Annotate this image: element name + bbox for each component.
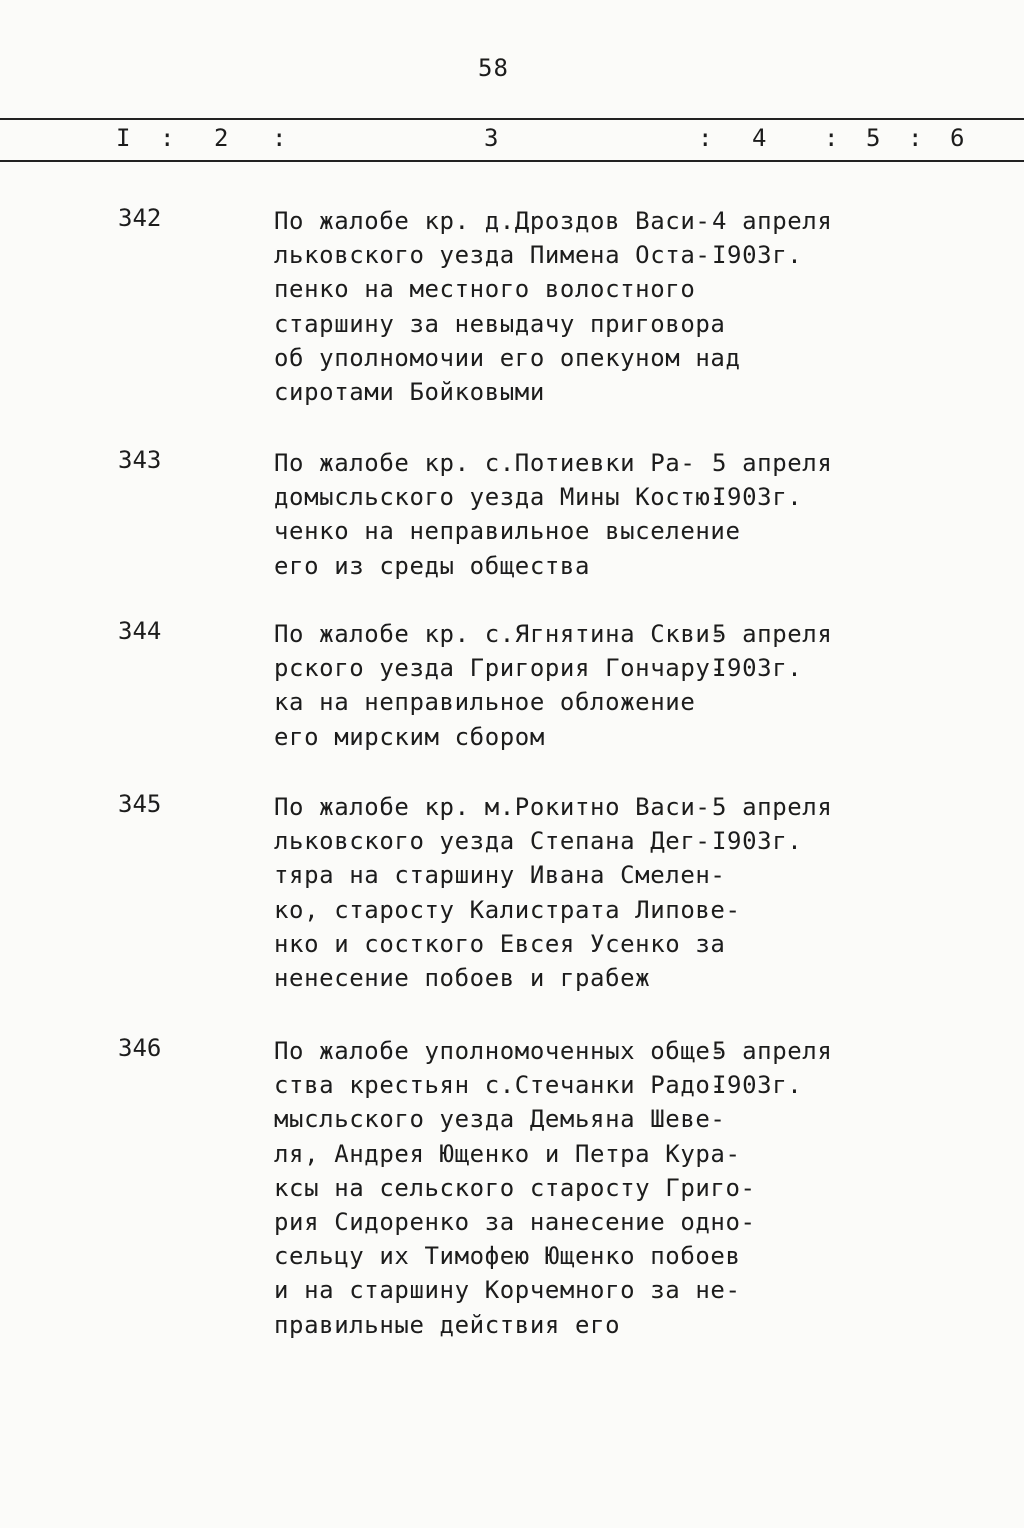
entry-date — [712, 1034, 832, 1102]
entry-description — [274, 617, 725, 754]
description-line: ненесение побоев и грабеж — [274, 964, 651, 993]
description-line: мысльского уезда Демьяна Шеве- — [274, 1105, 726, 1134]
description-line: домысльского уезда Мины Костю- — [274, 483, 726, 512]
description-line: рского уезда Григория Гончару- — [274, 654, 726, 683]
description-line: об уполномочии его опекуном над — [274, 343, 741, 372]
column-separator: : — [272, 124, 287, 152]
entry-number: 343 — [118, 446, 162, 474]
date-year: I903г. — [712, 1071, 803, 1100]
entry-description — [274, 1034, 756, 1342]
description-line: ка на неправильное обложение — [274, 688, 696, 717]
date-day-month: 5 апреля — [712, 1037, 833, 1065]
description-line: ченко на неправильное выселение — [274, 517, 741, 546]
column-header-4: 4 — [752, 124, 767, 152]
header-top-rule — [0, 118, 1024, 120]
date-year: I903г. — [712, 654, 803, 683]
column-separator: : — [160, 124, 175, 152]
header-bottom-rule — [0, 160, 1024, 162]
description-line: правильные действия его — [274, 1310, 621, 1339]
entry-number: 346 — [118, 1034, 162, 1062]
description-line: По жалобе уполномоченных обще- — [274, 1037, 726, 1065]
column-separator: : — [908, 124, 923, 152]
description-line: По жалобе кр. с.Ягнятина Скви- — [274, 620, 726, 648]
description-line: По жалобе кр. с.Потиевки Ра- — [274, 449, 696, 477]
date-day-month: 5 апреля — [712, 793, 833, 821]
entry-description — [274, 790, 741, 995]
column-header-1: I — [116, 124, 131, 152]
entry-number: 345 — [118, 790, 162, 818]
entry-date — [712, 204, 832, 272]
description-line: сельцу их Тимофею Ющенко побоев — [274, 1242, 741, 1271]
date-year: I903г. — [712, 483, 803, 512]
description-line: ко, старосту Калистрата Липове- — [274, 895, 741, 924]
page-number: 58 — [478, 54, 509, 82]
description-line: ства крестьян с.Стечанки Радо- — [274, 1071, 726, 1100]
description-line: его из среды общества — [274, 551, 591, 580]
date-year: I903г. — [712, 827, 803, 856]
description-line: тяра на старшину Ивана Смелен- — [274, 861, 726, 890]
date-day-month: 5 апреля — [712, 620, 833, 648]
column-header-2: 2 — [214, 124, 229, 152]
description-line: льковского уезда Пимена Оста- — [274, 241, 711, 270]
entry-description — [274, 204, 741, 409]
description-line: рия Сидоренко за нанесение одно- — [274, 1208, 756, 1237]
column-header-3: 3 — [484, 124, 499, 152]
entry-number: 342 — [118, 204, 162, 232]
description-line: старшину за невыдачу приговора — [274, 309, 726, 338]
description-line: По жалобе кр. д.Дроздов Васи- — [274, 207, 711, 235]
description-line: и на старшину Корчемного за не- — [274, 1276, 741, 1305]
entry-date — [712, 446, 832, 514]
description-line: ксы на сельского старосту Григо- — [274, 1173, 756, 1202]
entry-description — [274, 446, 741, 583]
entry-date — [712, 617, 832, 685]
column-header-5: 5 — [866, 124, 881, 152]
date-day-month: 5 апреля — [712, 449, 833, 477]
column-separator: : — [698, 124, 713, 152]
description-line: нко и состкого Евсея Усенко за — [274, 929, 726, 958]
description-line: льковского уезда Степана Дег- — [274, 827, 711, 856]
description-line: По жалобе кр. м.Рокитно Васи- — [274, 793, 711, 821]
column-separator: : — [824, 124, 839, 152]
entry-date — [712, 790, 832, 858]
date-year: I903г. — [712, 241, 803, 270]
description-line: сиротами Бойковыми — [274, 378, 545, 407]
description-line: его мирским сбором — [274, 722, 545, 751]
entry-number: 344 — [118, 617, 162, 645]
column-header-6: 6 — [950, 124, 965, 152]
date-day-month: 4 апреля — [712, 207, 833, 235]
description-line: ля, Андрея Ющенко и Петра Кура- — [274, 1139, 741, 1168]
description-line: пенко на местного волостного — [274, 275, 696, 304]
